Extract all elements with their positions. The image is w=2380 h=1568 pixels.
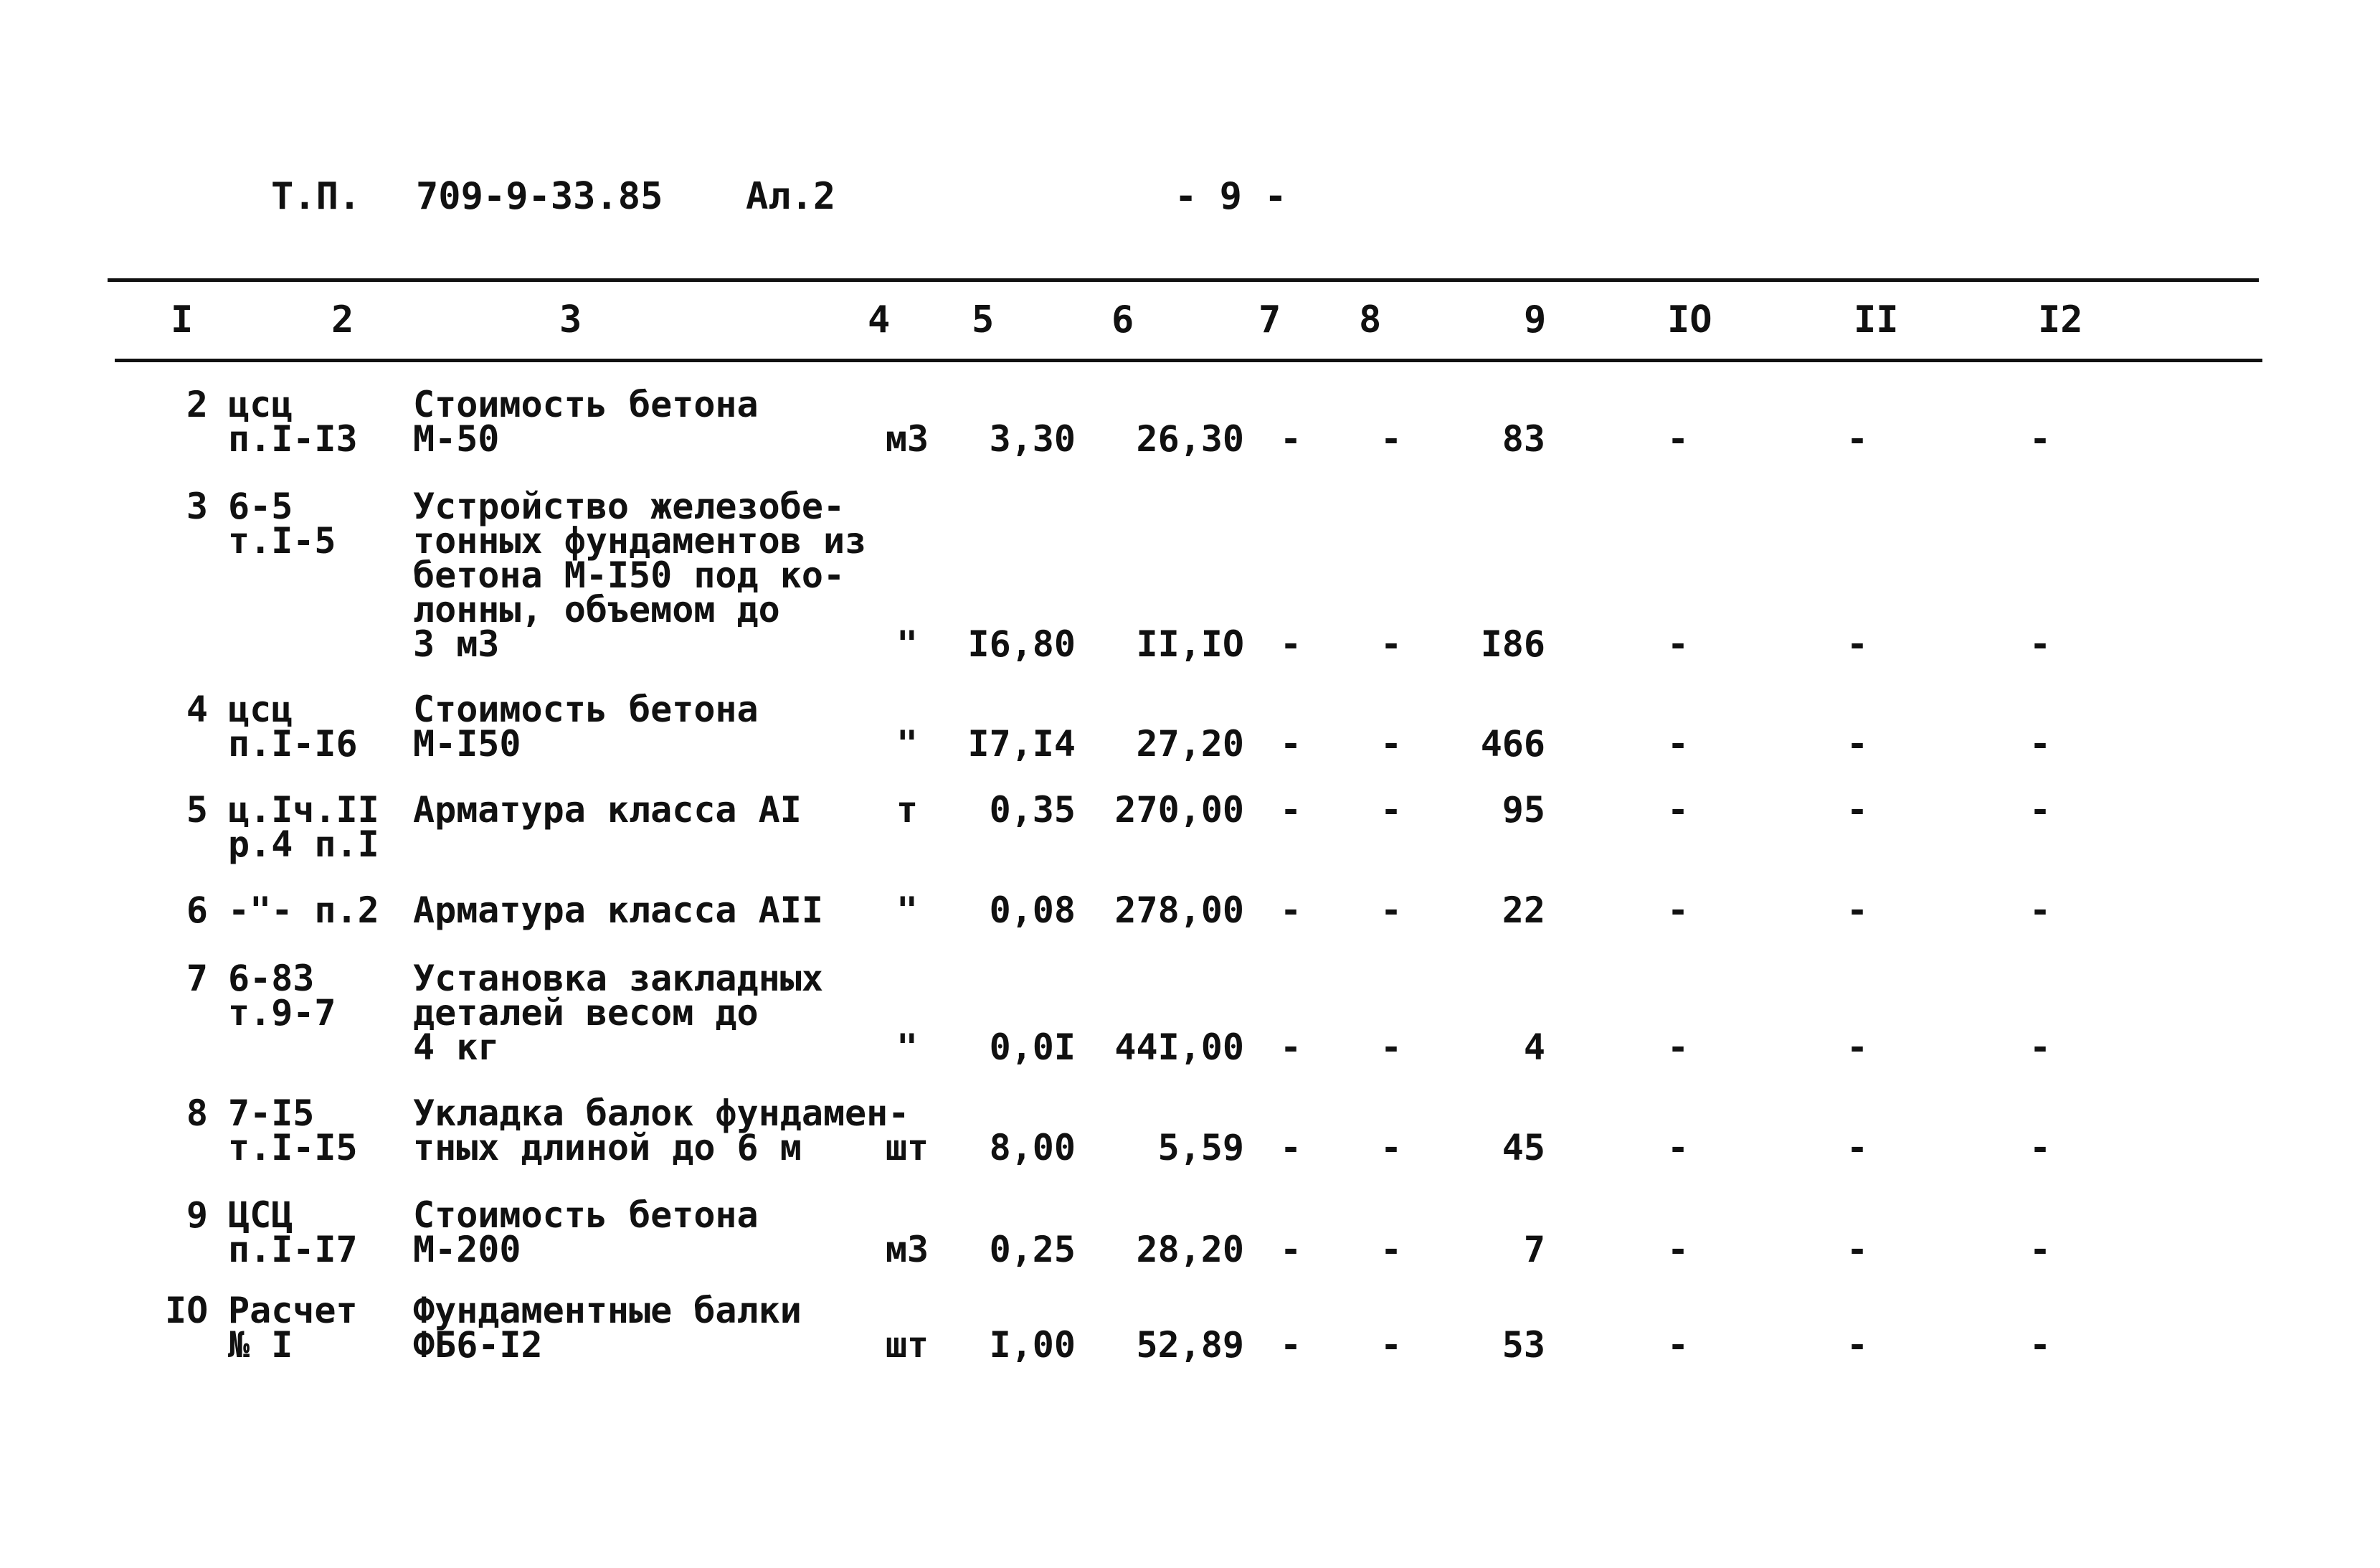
cell-qty: 0,08 <box>989 889 1076 931</box>
cell-c7: - <box>1279 418 1302 460</box>
cell-c9: 45 <box>1502 1127 1545 1168</box>
cell-price: 52,89 <box>1136 1324 1244 1366</box>
cell-c9: 83 <box>1502 418 1545 460</box>
cell-n: 3 <box>186 486 208 527</box>
cell-qty: 0,0I <box>989 1026 1076 1068</box>
table-header-rule <box>115 359 2262 362</box>
col-header-12: I2 <box>2038 298 2083 341</box>
cell-c9: 7 <box>1523 1229 1545 1270</box>
cell-price: 44I,00 <box>1114 1026 1244 1068</box>
col-header-4: 4 <box>868 298 891 341</box>
cell-code: 7-I5 т.I-I5 <box>228 1092 358 1168</box>
cell-c11: - <box>1846 1026 1869 1068</box>
doc-number: 709-9-33.85 <box>416 175 663 218</box>
cell-qty: 3,30 <box>989 418 1076 460</box>
cell-c7: - <box>1279 1324 1302 1366</box>
cell-c10: - <box>1667 1127 1689 1168</box>
cell-c7: - <box>1279 1127 1302 1168</box>
cell-c11: - <box>1846 1324 1869 1366</box>
cell-c11: - <box>1846 723 1869 765</box>
cell-code: ЦСЦ п.I-I7 <box>228 1194 358 1270</box>
cell-desc: Стоимость бетона М-50 <box>413 384 759 460</box>
cell-c7: - <box>1279 1026 1302 1068</box>
cell-c10: - <box>1667 1324 1689 1366</box>
cell-c11: - <box>1846 1127 1869 1168</box>
cell-price: 278,00 <box>1114 889 1244 931</box>
cell-qty: I7,I4 <box>967 723 1076 765</box>
cell-n: 9 <box>186 1194 208 1236</box>
cell-c12: - <box>2029 889 2052 931</box>
cell-c9: 466 <box>1480 723 1545 765</box>
cell-n: 6 <box>186 889 208 931</box>
cell-n: 2 <box>186 384 208 425</box>
col-header-7: 7 <box>1258 298 1281 341</box>
album-label: Ал.2 <box>746 175 836 218</box>
cell-c9: 95 <box>1502 789 1545 831</box>
cell-c7: - <box>1279 623 1302 665</box>
col-header-6: 6 <box>1111 298 1134 341</box>
cell-c11: - <box>1846 1229 1869 1270</box>
cell-c8: - <box>1380 623 1403 665</box>
cell-n: 7 <box>186 958 208 999</box>
cell-qty: 0,25 <box>989 1229 1076 1270</box>
cell-n: 8 <box>186 1092 208 1134</box>
cell-code: Расчет № I <box>228 1290 358 1366</box>
cell-unit: м3 <box>885 1229 929 1270</box>
cell-unit: " <box>896 889 919 931</box>
col-header-11: II <box>1854 298 1899 341</box>
col-header-8: 8 <box>1359 298 1382 341</box>
cell-unit: " <box>896 723 919 765</box>
cell-c10: - <box>1667 1229 1689 1270</box>
cell-c8: - <box>1380 1229 1403 1270</box>
cell-n: 4 <box>186 689 208 730</box>
page-number: - 9 - <box>1175 175 1287 218</box>
cell-qty: 0,35 <box>989 789 1076 831</box>
cell-unit: т <box>896 789 919 831</box>
col-header-1: I <box>171 298 194 341</box>
cell-c10: - <box>1667 789 1689 831</box>
cell-c11: - <box>1846 418 1869 460</box>
cell-c8: - <box>1380 889 1403 931</box>
cell-price: 5,59 <box>1157 1127 1244 1168</box>
cell-unit: " <box>896 1026 919 1068</box>
cell-code: 6-5 т.I-5 <box>228 486 336 562</box>
cell-price: 28,20 <box>1136 1229 1244 1270</box>
cell-c12: - <box>2029 1324 2052 1366</box>
cell-desc: Установка закладных деталей весом до 4 кг <box>413 958 823 1068</box>
cell-price: II,IO <box>1136 623 1244 665</box>
cell-c12: - <box>2029 1127 2052 1168</box>
cell-c7: - <box>1279 1229 1302 1270</box>
cell-qty: 8,00 <box>989 1127 1076 1168</box>
cell-code: цсц п.I-I6 <box>228 689 358 765</box>
cell-c12: - <box>2029 623 2052 665</box>
cell-unit: м3 <box>885 418 929 460</box>
cell-c7: - <box>1279 889 1302 931</box>
cell-c8: - <box>1380 1324 1403 1366</box>
cell-unit: шт <box>885 1324 929 1366</box>
cell-qty: I6,80 <box>967 623 1076 665</box>
cell-c9: 4 <box>1523 1026 1545 1068</box>
cell-c8: - <box>1380 1026 1403 1068</box>
cell-c12: - <box>2029 789 2052 831</box>
cell-price: 270,00 <box>1114 789 1244 831</box>
col-header-10: IO <box>1667 298 1712 341</box>
cell-n: 5 <box>186 789 208 831</box>
cell-c12: - <box>2029 418 2052 460</box>
cell-c7: - <box>1279 723 1302 765</box>
cell-c10: - <box>1667 623 1689 665</box>
cell-code: 6-83 т.9-7 <box>228 958 336 1034</box>
cell-c9: 53 <box>1502 1324 1545 1366</box>
cell-c11: - <box>1846 889 1869 931</box>
cell-c7: - <box>1279 789 1302 831</box>
cell-c10: - <box>1667 889 1689 931</box>
col-header-9: 9 <box>1524 298 1547 341</box>
cell-c11: - <box>1846 623 1869 665</box>
cell-c12: - <box>2029 723 2052 765</box>
cell-code: ц.Iч.II р.4 п.I <box>228 789 379 865</box>
col-header-3: 3 <box>559 298 582 341</box>
cell-c11: - <box>1846 789 1869 831</box>
col-header-5: 5 <box>972 298 995 341</box>
cell-desc: Стоимость бетона М-I50 <box>413 689 759 765</box>
cell-c10: - <box>1667 723 1689 765</box>
cell-code: цсц п.I-I3 <box>228 384 358 460</box>
cell-c8: - <box>1380 789 1403 831</box>
cell-c10: - <box>1667 1026 1689 1068</box>
cell-code: -"- п.2 <box>228 889 379 931</box>
table-top-rule <box>108 278 2259 282</box>
cell-unit: " <box>896 623 919 665</box>
cell-c8: - <box>1380 418 1403 460</box>
cell-c12: - <box>2029 1026 2052 1068</box>
cell-desc: Стоимость бетона М-200 <box>413 1194 759 1270</box>
cell-n: IO <box>165 1290 209 1331</box>
cell-c10: - <box>1667 418 1689 460</box>
cell-c9: I86 <box>1480 623 1545 665</box>
cell-c8: - <box>1380 1127 1403 1168</box>
cell-price: 27,20 <box>1136 723 1244 765</box>
cell-desc: Устройство железобе- тонных фундаментов из бетона М-I50 под ко- лонны, объемом до 3 м3 <box>413 486 867 665</box>
cell-desc: Укладка балок фундамен- тных длиной до 6 м <box>413 1092 910 1168</box>
cell-c9: 22 <box>1502 889 1545 931</box>
cell-desc: Фундаментные балки ФБ6-I2 <box>413 1290 802 1366</box>
col-header-2: 2 <box>331 298 354 341</box>
cell-unit: шт <box>885 1127 929 1168</box>
cell-c8: - <box>1380 723 1403 765</box>
cell-qty: I,00 <box>989 1324 1076 1366</box>
doc-type: Т.П. <box>271 175 361 218</box>
cell-c12: - <box>2029 1229 2052 1270</box>
cell-desc: Арматура класса АII <box>413 889 823 931</box>
cell-desc: Арматура класса АI <box>413 789 802 831</box>
cell-price: 26,30 <box>1136 418 1244 460</box>
